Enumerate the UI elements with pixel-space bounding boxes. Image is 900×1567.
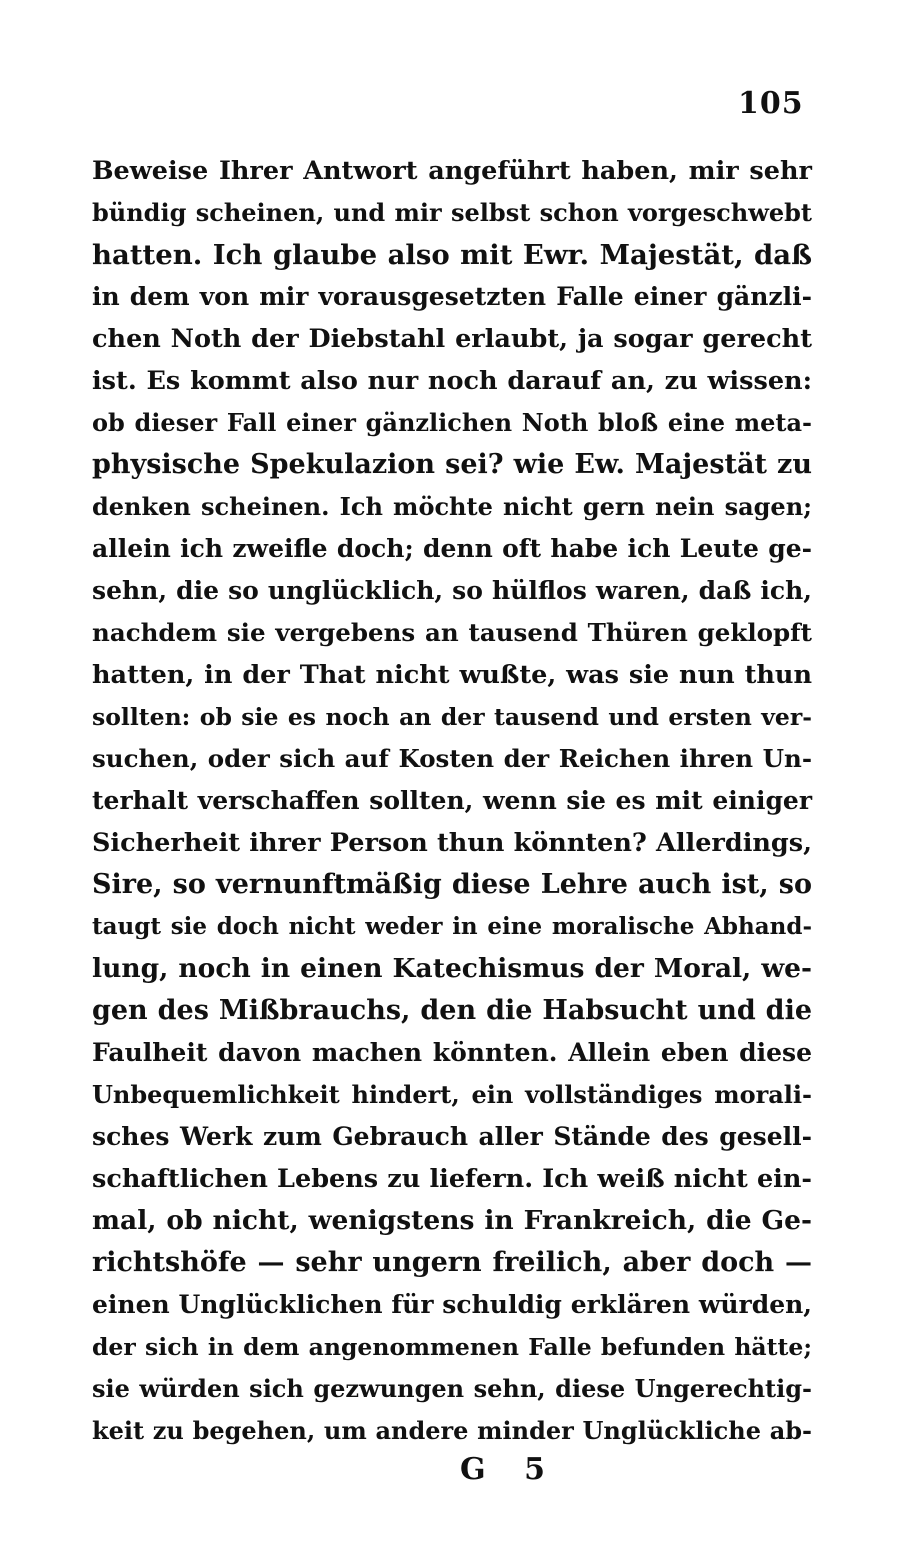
text-line: schaftlichen Lebens zu liefern. Ich weiß nicht ein-	[92, 1164, 812, 1194]
text-line: denken scheinen. Ich möchte nicht gern nein sagen;	[92, 492, 812, 521]
text-line: einen Unglücklichen für schuldig erklären würden,	[92, 1290, 812, 1319]
page-number: 105	[738, 86, 804, 121]
text-line: nachdem sie vergebens an tausend Thüren geklopft	[92, 618, 812, 647]
text-line: suchen, oder sich auf Kosten der Reichen ihren Un-	[92, 744, 812, 773]
text-line: sie würden sich gezwungen sehn, diese Ungerechtig-	[92, 1374, 812, 1403]
text-line: taugt sie doch nicht weder in eine moralische Abhand-	[92, 913, 812, 940]
text-line: lung, noch in einen Katechismus der Moral, we-	[92, 953, 812, 984]
text-line: Sicherheit ihrer Person thun könnten? Allerdings,	[92, 828, 812, 858]
body-text	[92, 150, 812, 1452]
text-line: Beweise Ihrer Antwort angeführt haben, mir sehr	[92, 156, 812, 186]
text-line: chen Noth der Diebstahl erlaubt, ja sogar gerecht	[92, 324, 812, 354]
text-line: sches Werk zum Gebrauch aller Stände des gesell-	[92, 1122, 812, 1151]
signature-mark: G 5	[460, 1452, 559, 1487]
text-line: keit zu begehen, um andere minder Unglückliche ab-	[92, 1416, 812, 1445]
text-line: hatten. Ich glaube also mit Ewr. Majestät, daß	[92, 239, 812, 271]
text-line: Unbequemlichkeit hindert, ein vollständiges morali-	[92, 1080, 812, 1109]
text-line: mal, ob nicht, wenigstens in Frankreich, die Ge-	[92, 1205, 812, 1236]
text-line: Faulheit davon machen könnten. Allein eben diese	[92, 1038, 812, 1067]
text-line: hatten, in der That nicht wußte, was sie nun thun	[92, 660, 812, 690]
text-line: bündig scheinen, und mir selbst schon vorgeschwebt	[92, 198, 812, 227]
text-line: in dem von mir vorausgesetzten Falle einer gänzli-	[92, 282, 812, 311]
text-line: gen des Mißbrauchs, den die Habsucht und die	[92, 995, 812, 1026]
text-line: physische Spekulazion sei? wie Ew. Majestät zu	[92, 449, 812, 480]
text-line: allein ich zweifle doch; denn oft habe ich Leute ge-	[92, 534, 812, 563]
text-line: richtshöfe — sehr ungern freilich, aber doch —	[92, 1247, 812, 1278]
text-line: sehn, die so unglücklich, so hülflos waren, daß ich,	[92, 576, 812, 605]
text-line: ob dieser Fall einer gänzlichen Noth bloß eine meta-	[92, 408, 812, 437]
text-line: sollten: ob sie es noch an der tausend und ersten ver-	[92, 703, 812, 731]
text-line: der sich in dem angenommenen Falle befunden hätte;	[92, 1333, 812, 1361]
text-line: Sire, so vernunftmäßig diese Lehre auch ist, so	[92, 869, 812, 900]
text-line: ist. Es kommt also nur noch darauf an, zu wissen:	[92, 366, 812, 396]
text-line: terhalt verschaffen sollten, wenn sie es mit einiger	[92, 786, 812, 815]
